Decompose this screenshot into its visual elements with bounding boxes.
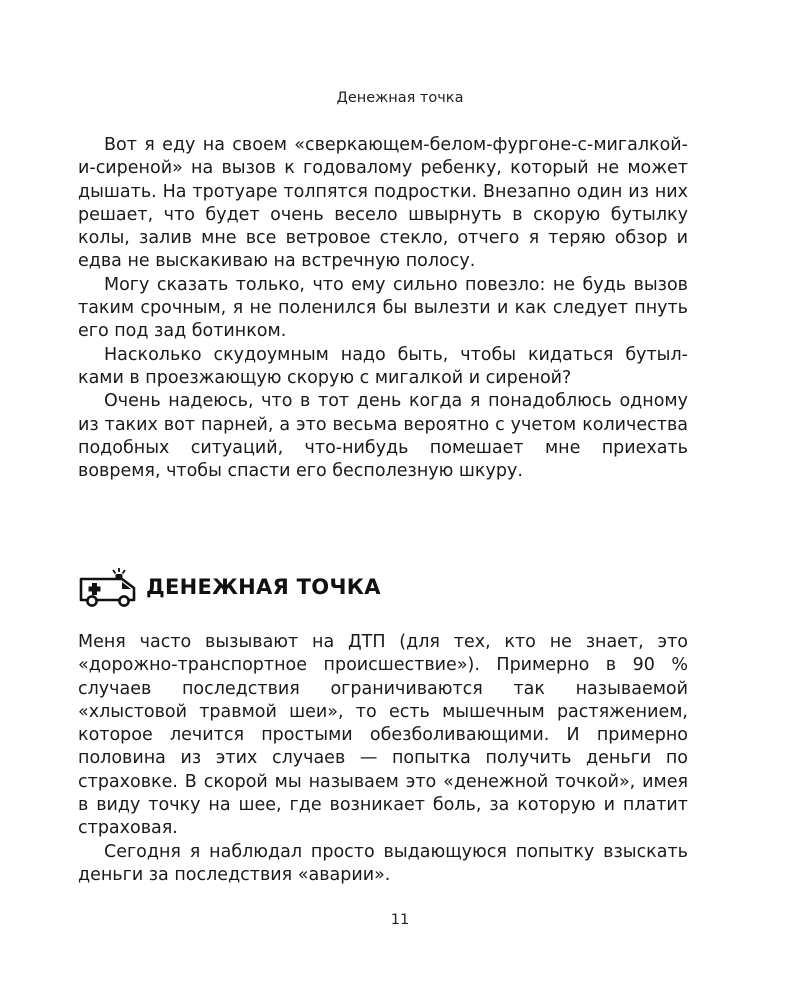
paragraph: Вот я еду на своем «сверкающем-белом-фургоне-с-мигалкой-и-сиреной» на вызов к годовалому ребенку, который не может дышать. На тротуаре толпятся подростки. Внезапно один из них решает, что будет очень весело швырнуть в скорую бутылку колы, залив мне все ветровое стекло, отчего я теряю обзор и едва не выскакиваю на встречную полосу. — [78, 135, 688, 272]
section-text — [78, 631, 688, 887]
running-header: Денежная точка — [336, 90, 464, 106]
page-number: 11 — [390, 912, 410, 928]
paragraph: Меня часто вызывают на ДТП (для тех, кто не знает, это «дорожно-транспортное происшествие»). Примерно в 90 % случаев последствия ограничиваются так называемой «хлыстовой травмой шеи», то есть мышечным растяжением, которое лечится простыми обезболивающими. И примерно половина из этих случаев — попытка получить деньги по страховке. В скорой мы называем это «денежной точкой», имея в виду точку на шее, где возникает боль, за которую и платит страховая. — [78, 632, 688, 839]
paragraph: Насколько скудоумным надо быть, чтобы кидаться бутылками в проезжающую скорую с мигалкой и сиреной? — [78, 344, 688, 388]
section-title: ДЕНЕЖНАЯ ТОЧКА — [146, 575, 381, 599]
paragraph: Могу сказать только, что ему сильно повезло: не будь вызов таким срочным, я не поленился бы вылезти и как следует пнуть его под зад ботинком. — [78, 274, 688, 342]
ambulance-icon — [78, 566, 140, 608]
paragraph: Очень надеюсь, что в тот день когда я понадоблюсь одному из таких вот парней, а это весьма вероятно с учетом количества подобных ситуаций, что-нибудь помешает мне приехать вовремя, чтобы спасти его бесполезную шкуру. — [78, 391, 688, 482]
section-heading — [78, 566, 381, 608]
paragraph: Сегодня я наблюдал просто выдающуюся попытку взыскать деньги за последствия «аварии». — [78, 841, 688, 885]
intro-text — [78, 134, 688, 483]
